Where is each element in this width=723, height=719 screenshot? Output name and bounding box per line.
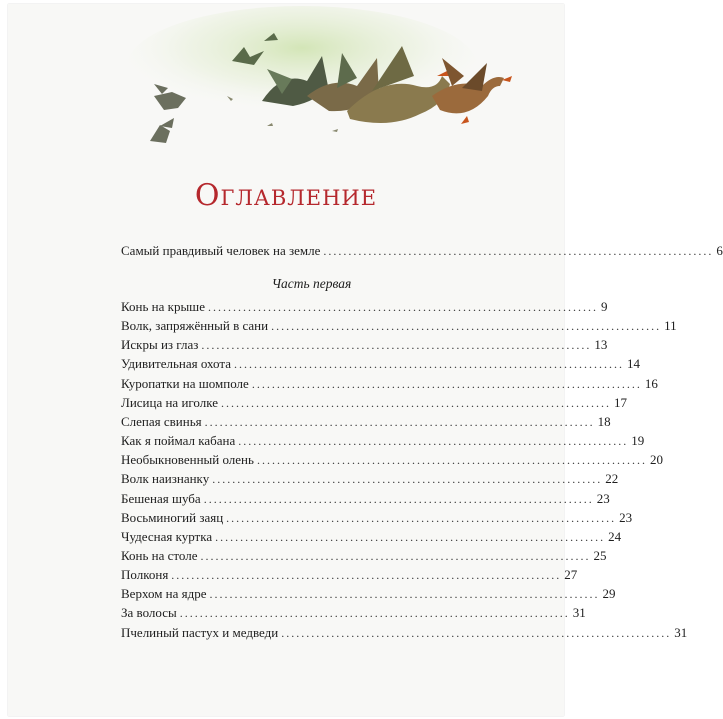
flying-birds-illustration: [132, 16, 512, 151]
toc-entry-page: 24: [608, 528, 622, 544]
toc-entry: Удивительная охота .............................................................................. 14: [121, 356, 640, 372]
toc-entry-page: 18: [597, 413, 611, 429]
toc-entry: Необыкновенный олень .............................................................................. 20: [121, 452, 663, 468]
toc-entry: Чудесная куртка .............................................................................. 24: [121, 528, 622, 544]
toc-entry: Искры из глаз .............................................................................. 13: [121, 337, 608, 353]
toc-entry: Конь на крыше .............................................................................. 9: [121, 299, 608, 314]
toc-entry-title: Пчелиный пастух и медведи: [121, 624, 279, 640]
toc-entry-title: Чудесная куртка: [121, 528, 213, 544]
toc-entry-title: Слепая свинья: [121, 413, 202, 429]
toc-entry: Слепая свинья .............................................................................. 18: [121, 413, 611, 429]
toc-entry-page: 16: [644, 375, 658, 391]
page-title: Оглавление: [194, 178, 378, 213]
toc-entry: Как я поймал кабана .............................................................................. 19: [121, 433, 645, 449]
toc-entry-title: Лисица на иголке: [121, 394, 218, 410]
toc-entry: Куропатки на шомполе .............................................................................. 16: [121, 375, 658, 391]
toc-entry: Конь на столе .............................................................................. 25: [121, 547, 607, 563]
toc-entry: Пчелиный пастух и медведи .............................................................................. 31: [121, 624, 688, 640]
toc-entry-title: Верхом на ядре: [121, 586, 207, 602]
toc-entry-page: 29: [602, 586, 616, 602]
toc-entry-page: 13: [594, 337, 608, 353]
toc-entry-title: Необыкновенный олень: [121, 452, 254, 468]
toc-entry-title: За волосы: [121, 605, 177, 621]
toc-entry: Волк, запряжённый в сани .............................................................................. 11: [121, 318, 677, 334]
section-title: Часть первая: [271, 276, 352, 291]
toc-entry-title: Восьминогий заяц: [121, 509, 224, 525]
toc-entry-page: 17: [614, 394, 627, 410]
toc-entry: Лисица на иголке .............................................................................. 17: [121, 394, 627, 410]
toc-entry-page: 27: [564, 567, 578, 583]
toc-entry-page: 22: [605, 471, 619, 487]
toc-entry-page: 11: [664, 318, 677, 334]
toc-entry: Восьминогий заяц .............................................................................. 23: [121, 509, 633, 525]
toc-entry: Бешеная шуба .............................................................................. 23: [121, 490, 610, 506]
toc-entry: Самый правдивый человек на земле .............................................................................. 6: [121, 243, 723, 258]
toc-entry: За волосы .............................................................................. 31: [121, 605, 586, 621]
toc-entry-page: 19: [631, 433, 645, 449]
toc-entry-title: Самый правдивый человек на земле: [121, 243, 321, 258]
toc-entry-page: 6: [716, 243, 723, 258]
toc-entry-page: 9: [600, 299, 608, 314]
toc-entry: Верхом на ядре .............................................................................. 29: [121, 586, 616, 602]
toc-entry-page: 31: [572, 605, 586, 621]
toc-entry-title: Куропатки на шомполе: [121, 375, 249, 391]
toc-entry: Волк наизнанку .............................................................................. 22: [121, 471, 619, 487]
toc-entry-page: 23: [619, 509, 633, 525]
toc-entry: Полконя .............................................................................. 27: [121, 567, 578, 583]
toc-entry-page: 14: [627, 356, 640, 372]
toc-entry-title: Волк наизнанку: [121, 471, 210, 487]
toc-entry-page: 25: [593, 547, 607, 563]
toc-entry-title: Удивительная охота: [121, 356, 231, 372]
toc-entry-title: Конь на столе: [121, 547, 198, 563]
toc-entry-page: 23: [596, 490, 610, 506]
toc-entry-title: Как я поймал кабана: [121, 433, 236, 449]
toc-entry-page: 31: [674, 624, 688, 640]
toc-entry-title: Бешеная шуба: [121, 490, 201, 506]
toc-entry-title: Волк, запряжённый в сани: [121, 318, 269, 334]
toc-entry-title: Искры из глаз: [121, 337, 199, 353]
book-page: [8, 4, 723, 716]
toc-entry-title: Конь на крыше: [121, 299, 205, 314]
toc-entry-title: Полконя: [121, 567, 169, 583]
toc-entry-page: 20: [649, 452, 663, 468]
